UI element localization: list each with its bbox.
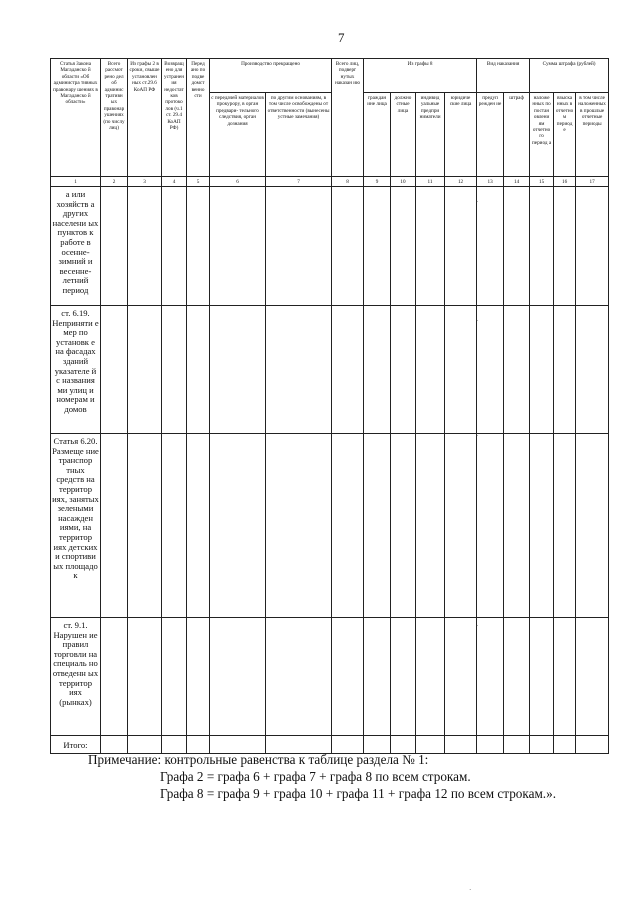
scan-speck: · <box>476 198 479 206</box>
header-fines-collected: взыска нных в отчетно м период е <box>554 93 576 177</box>
page-number: 7 <box>338 30 345 45</box>
header-total-cases: Всего рассмот рено дел об админис тративн ых правонар ушениях (по числу лиц) <box>101 59 128 177</box>
column-number: 2 <box>101 177 128 187</box>
article-cell: ст. 9.1. Нарушен ие правил торговли на специаль но отведенн ых территор иях (рынках) <box>51 618 101 736</box>
column-number: 6 <box>210 177 266 187</box>
article-cell: а или хозяйств а других населени ых пунктов к работе в осенне- зимний и весенне- летний период <box>51 187 101 306</box>
column-number: 14 <box>504 177 530 187</box>
header-returned: Возвращ ено для устранен ия недостат ков протоко лов (ч.1 ст. 29.4 КоАП РФ) <box>162 59 187 177</box>
report-table <box>50 58 609 754</box>
header-overdue: Из графы 2 в сроки, свыше установлен ных ст.29.6 КоАП РФ <box>128 59 162 177</box>
header-entrepreneurs: индивид уальные предпри ниматели <box>416 93 445 177</box>
header-transfer-prosecutor: с передачей материалов прокурору, в орган предвари- тельного следствия, орган дознания <box>210 93 266 177</box>
column-number: 7 <box>266 177 332 187</box>
header-total-punished: Всего лиц, подверг нутых наказан ию <box>332 59 364 177</box>
table-row <box>51 434 609 618</box>
header-transferred: Перед ано по подве домст венно сти <box>187 59 210 177</box>
header-citizens: граждан ине лица <box>364 93 391 177</box>
header-legal-entities: юридиче ские лица <box>445 93 477 177</box>
header-other-grounds: по другим основаниям, в том числе освобождены от ответственности (вынесены устные замечания) <box>266 93 332 177</box>
scan-speck: · <box>476 622 479 630</box>
column-number: 4 <box>162 177 187 187</box>
column-number: 1 <box>51 177 101 187</box>
column-number-row <box>51 177 609 187</box>
column-number: 13 <box>477 177 504 187</box>
scan-speck: · <box>469 886 472 894</box>
column-number: 17 <box>576 177 609 187</box>
column-number: 3 <box>128 177 162 187</box>
column-number: 10 <box>391 177 416 187</box>
table-row <box>51 618 609 736</box>
total-label: Итого: <box>51 736 101 754</box>
column-number: 15 <box>530 177 554 187</box>
column-number: 9 <box>364 177 391 187</box>
note-line: Графа 2 = графа 6 + графа 7 + графа 8 по всем строкам. <box>160 769 471 784</box>
header-officials: должно стные лица <box>391 93 416 177</box>
header-warning: предуп режден ие <box>477 93 504 177</box>
header-fines-imposed: наложе нных по постан овлени ям отчетно го период а <box>530 93 554 177</box>
column-number: 12 <box>445 177 477 187</box>
scan-speck: · <box>476 432 479 440</box>
header-fine-amount: Сумма штрафа (рублей) <box>530 59 609 93</box>
column-number: 5 <box>187 177 210 187</box>
header-from-col8: Из графы 8 <box>364 59 477 93</box>
note <box>88 751 556 802</box>
header-proceedings-terminated: Производство прекращено <box>210 59 332 93</box>
scan-speck: · <box>476 317 479 325</box>
column-number: 8 <box>332 177 364 187</box>
header-article: Статья Закона Магаданско й области «Об администра тивных правонару шениях в Магаданско й области» <box>51 59 101 177</box>
article-cell: Статья 6.20. Размеще ние транспор тных средств на территор иях, занятых зелеными насажден иями, на территор иях детских и спортиви ых площадо к <box>51 434 101 618</box>
header-punishment-types: Вид наказания <box>477 59 530 93</box>
column-number: 11 <box>416 177 445 187</box>
column-number: 16 <box>554 177 576 187</box>
article-cell: ст. 6.19. Неприняти е мер по установк е на фасадах зданий указателе й с названия ми улиц и номерам и домов <box>51 306 101 434</box>
note-line: Графа 8 = графа 9 + графа 10 + графа 11 + графа 12 по всем строкам.». <box>160 786 556 801</box>
header-fine: штраф <box>504 93 530 177</box>
note-line: Примечание: контрольные равенства к таблице раздела № 1: <box>88 752 429 767</box>
header-fines-previous: в том числе наложенных в прошлые отчетные периоды <box>576 93 609 177</box>
table-row <box>51 306 609 434</box>
table-row <box>51 187 609 306</box>
